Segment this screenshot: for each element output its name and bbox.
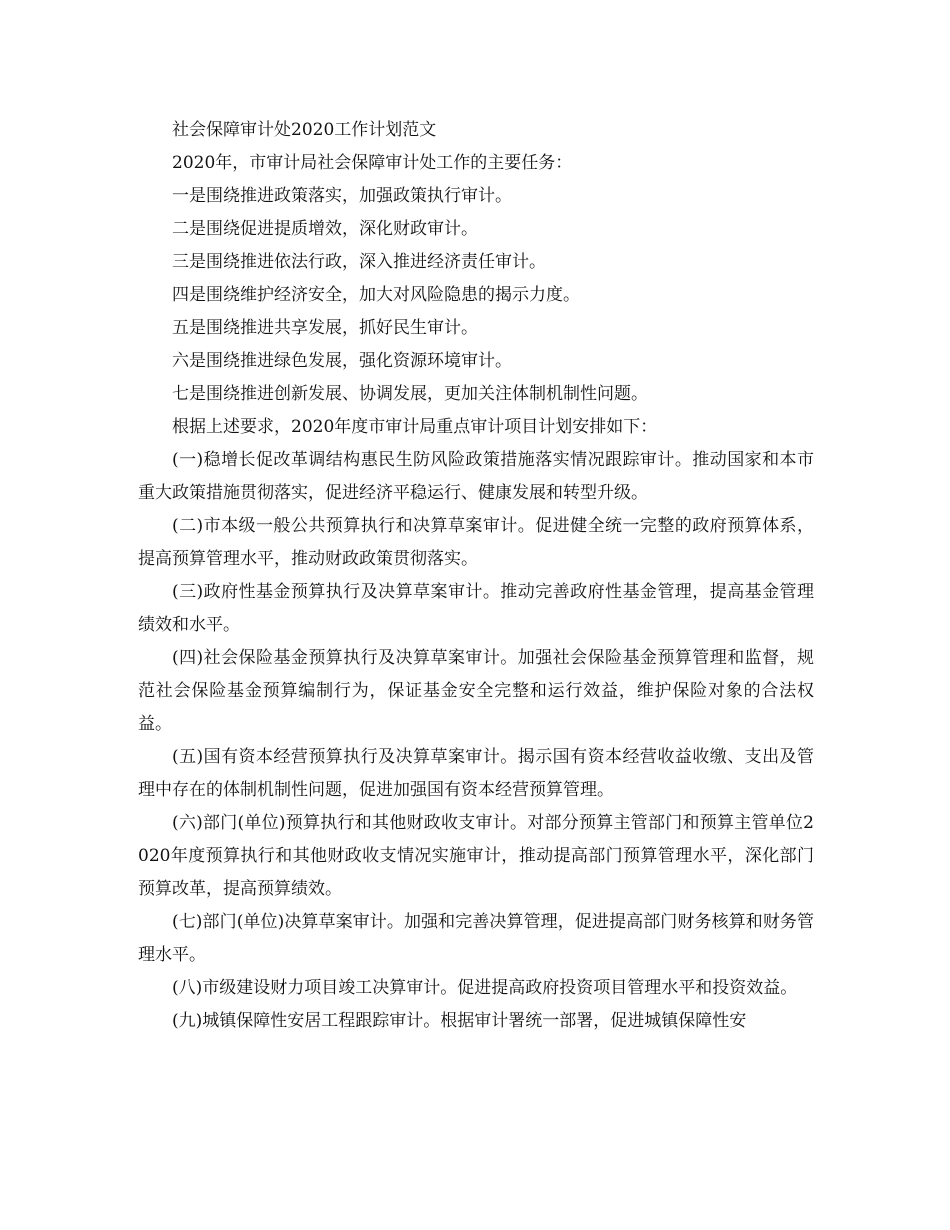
paragraph: 三是围绕推进依法行政，深入推进经济责任审计。	[172, 252, 546, 272]
document-body	[138, 114, 814, 1038]
paragraph: (四)社会保险基金预算执行及决算草案审计。加强社会保险基金预算管理和监督，规范社会保险基金预算编制行为，保证基金安全完整和运行效益，维护保险对象的合法权益。	[138, 648, 814, 734]
paragraph: (六)部门(单位)预算执行和其他财政收支审计。对部分预算主管部门和预算主管单位2020年度预算执行和其他财政收支情况实施审计，推动提高部门预算管理水平，深化部门预算改革，提高预算绩效。	[138, 813, 814, 899]
paragraph: (七)部门(单位)决算草案审计。加强和完善决算管理，促进提高部门财务核算和财务管理水平。	[138, 912, 814, 965]
paragraph: 二是围绕促进提质增效，深化财政审计。	[172, 219, 478, 239]
paragraph: 根据上述要求，2020年度市审计局重点审计项目计划安排如下：	[172, 417, 658, 437]
paragraph: (二)市本级一般公共预算执行和决算草案审计。促进健全统一完整的政府预算体系，提高预算管理水平，推动财政政策贯彻落实。	[138, 516, 814, 569]
paragraph: (三)政府性基金预算执行及决算草案审计。推动完善政府性基金管理，提高基金管理绩效和水平。	[138, 582, 814, 635]
paragraph: (八)市级建设财力项目竣工决算审计。促进提高政府投资项目管理水平和投资效益。	[172, 978, 798, 998]
paragraph: 五是围绕推进共享发展，抓好民生审计。	[172, 318, 478, 338]
paragraph: (一)稳增长促改革调结构惠民生防风险政策措施落实情况跟踪审计。推动国家和本市重大政策措施贯彻落实，促进经济平稳运行、健康发展和转型升级。	[138, 450, 814, 503]
paragraph: 七是围绕推进创新发展、协调发展，更加关注体制机制性问题。	[172, 384, 648, 404]
paragraph: 一是围绕推进政策落实，加强政策执行审计。	[172, 186, 512, 206]
paragraph: (九)城镇保障性安居工程跟踪审计。根据审计署统一部署，促进城镇保障性安	[172, 1011, 747, 1031]
paragraph: 六是围绕推进绿色发展，强化资源环境审计。	[172, 351, 512, 371]
paragraph: (五)国有资本经营预算执行及决算草案审计。揭示国有资本经营收益收缴、支出及管理中存在的体制机制性问题，促进加强国有资本经营预算管理。	[138, 747, 814, 800]
document-title: 社会保障审计处2020工作计划范文	[172, 120, 437, 140]
paragraph: 四是围绕维护经济安全，加大对风险隐患的揭示力度。	[172, 285, 580, 305]
paragraph: 2020年，市审计局社会保障审计处工作的主要任务：	[172, 153, 573, 173]
